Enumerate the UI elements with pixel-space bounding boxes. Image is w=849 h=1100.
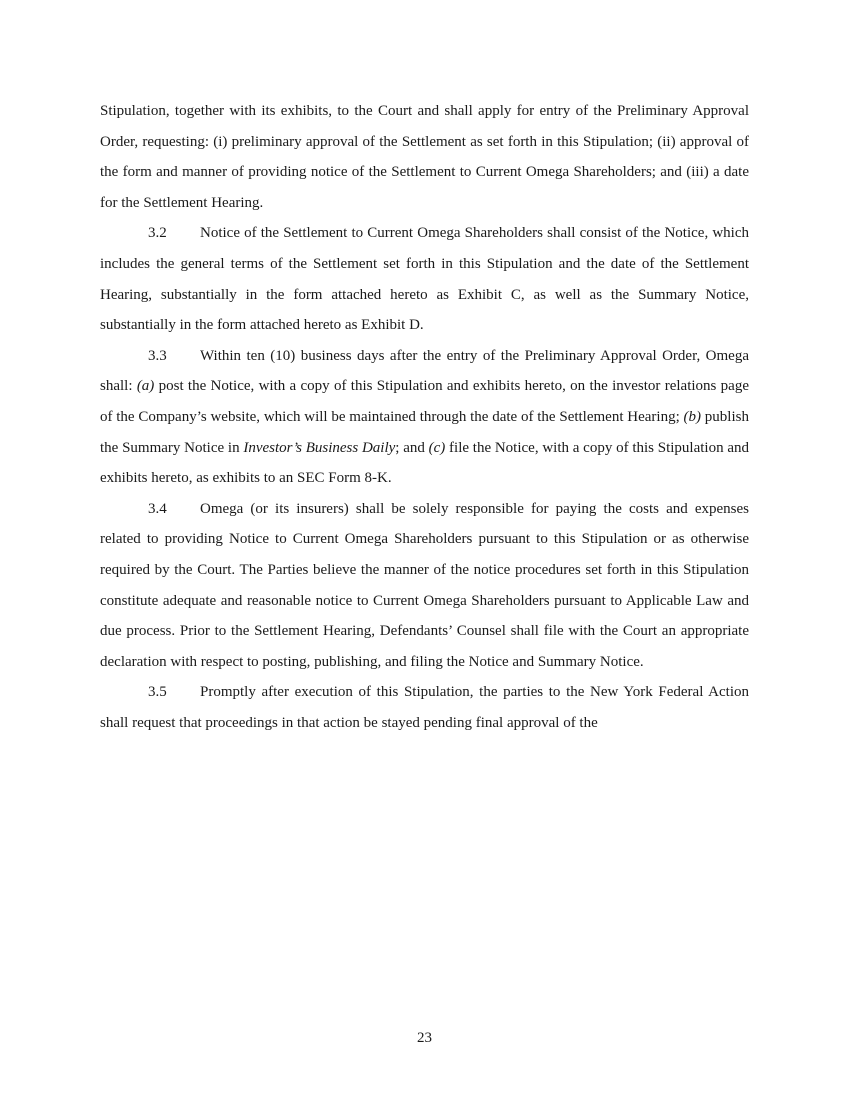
section-3-5 xyxy=(100,677,749,738)
section-3-2 xyxy=(100,218,749,340)
section-number: 3.5 xyxy=(148,684,167,701)
item-marker-a: (a) xyxy=(136,378,155,395)
section-text-part: post the Notice, with a copy of this Stipulation and exhibits hereto, on the investor relations page of the Company’s website, which will be maintained through the date of the Settlement Hearing; xyxy=(100,378,749,425)
section-text: Promptly after execution of this Stipulation, the parties to the New York Federal Action shall request that proceedings in that action be stayed pending final approval of the xyxy=(100,684,749,731)
document-body xyxy=(100,96,749,738)
item-marker-c: (c) xyxy=(428,439,446,456)
section-text: Notice of the Settlement to Current Omega Shareholders shall consist of the Notice, which includes the general terms of the Settlement set forth in this Stipulation and the date of the Settlement Hearing, substantially in the form attached hereto as Exhibit C, as well as the Summary Notice, substantially in the form attached hereto as Exhibit D. xyxy=(100,225,749,334)
section-text-part: publish the Summary Notice in xyxy=(100,408,749,456)
page-number: 23 xyxy=(417,1030,432,1046)
continuation-paragraph: Stipulation, together with its exhibits, to the Court and shall apply for entry of the Preliminary Approval Order, requesting: (i) preliminary approval of the Settlement as set forth in this Stipulation; (ii) approval of the form and manner of providing notice of the Settlement to Current Omega Shareholders; and (iii) a date for the Settlement Hearing. xyxy=(100,103,749,211)
section-number: 3.2 xyxy=(148,225,167,242)
section-3-3 xyxy=(100,341,749,494)
section-number: 3.4 xyxy=(148,500,167,517)
publication-title: Investor’s Business Daily xyxy=(243,439,396,456)
section-3-4 xyxy=(100,494,749,678)
item-marker-b: (b) xyxy=(683,408,702,425)
section-text-part: ; and xyxy=(395,439,429,456)
section-number: 3.3 xyxy=(148,347,167,364)
section-text-part: Within ten (10) business days after the entry of the Preliminary Approval Order, Omega shall: xyxy=(100,347,749,395)
section-text: Omega (or its insurers) shall be solely responsible for paying the costs and expenses related to providing Notice to Current Omega Shareholders pursuant to this Stipulation or as otherwise required by the Court. The Parties believe the manner of the notice procedures set forth in this Stipulation constitute adequate and reasonable notice to Current Omega Shareholders pursuant to Applicable Law and due process. Prior to the Settlement Hearing, Defendants’ Counsel shall file with the Court an appropriate declaration with respect to posting, publishing, and filing the Notice and Summary Notice. xyxy=(100,500,749,670)
section-text-part: file the Notice, with a copy of this Stipulation and exhibits hereto, as exhibits to an SEC Form 8-K. xyxy=(100,439,750,487)
